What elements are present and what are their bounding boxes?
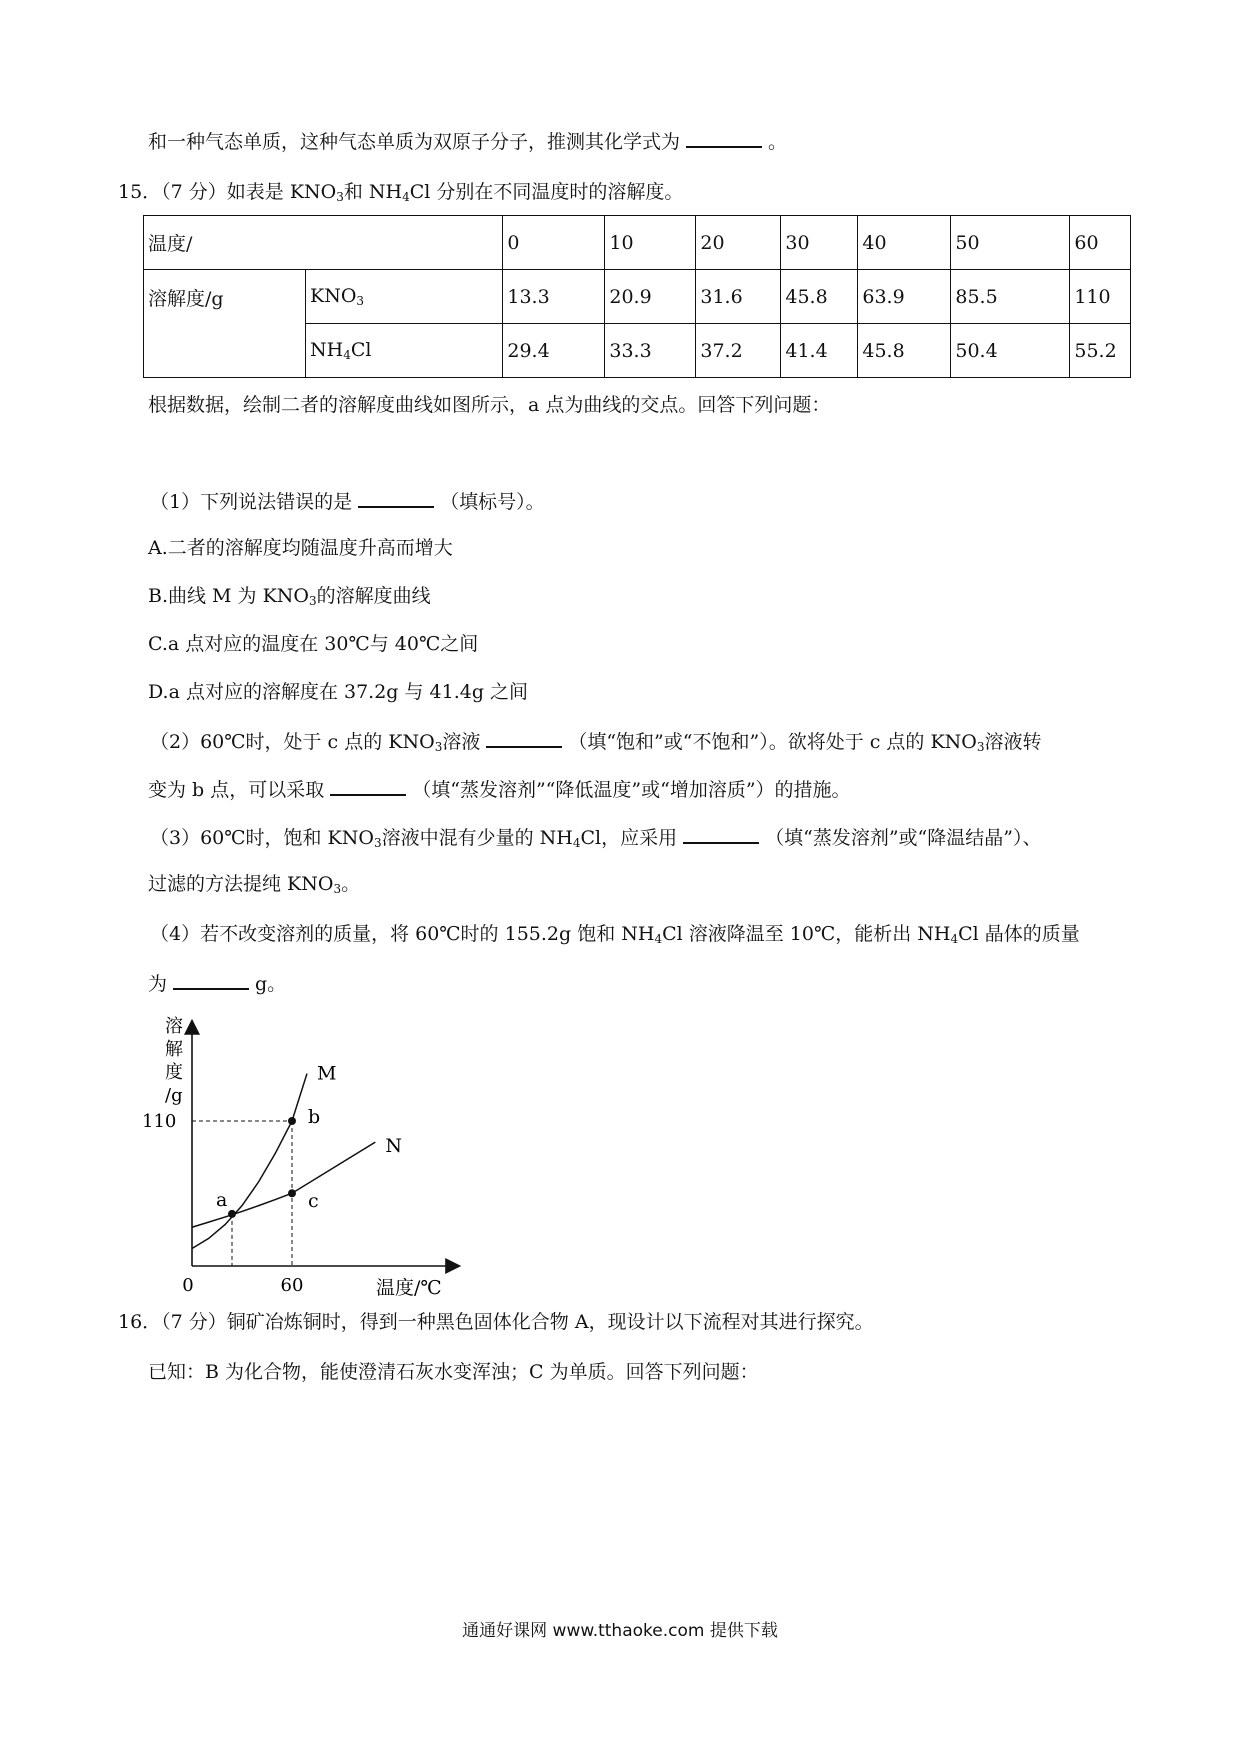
- data-point-a: [228, 1210, 236, 1218]
- option-a: A.二者的溶解度均随温度升高而增大: [148, 537, 453, 559]
- option-c: C.a 点对应的温度在 30℃与 40℃之间: [148, 633, 479, 655]
- kno3-label: $KNO_3$: [306, 270, 503, 324]
- part4-continued: 为 g。: [148, 970, 286, 996]
- y-label-char: 溶: [165, 1016, 183, 1037]
- solubility-chart: [140, 1010, 480, 1310]
- temp-cell: 50: [951, 216, 1070, 270]
- part1-question: （1）下列说法错误的是 （填标号）。: [150, 488, 545, 514]
- y-label-char: /g: [165, 1085, 183, 1106]
- point-label-a: a: [216, 1188, 228, 1211]
- nh4cl-value: 45.8: [858, 324, 951, 378]
- intro-text: 根据数据，绘制二者的溶解度曲线如图所示，a 点为曲线的交点。回答下列问题：: [148, 394, 831, 416]
- nh4cl-value: 50.4: [951, 324, 1070, 378]
- y-label-char: 度: [165, 1062, 183, 1083]
- point-label-b: b: [308, 1106, 321, 1128]
- answer-blank[interactable]: [358, 488, 434, 508]
- point-label-c: c: [308, 1190, 319, 1213]
- kno3-value: 85.5: [951, 270, 1070, 324]
- footer-watermark: 通通好课网 www.tthaoke.com 提供下载: [462, 1621, 778, 1641]
- nh4cl-value: 33.3: [605, 324, 696, 378]
- data-point-c: [288, 1189, 296, 1197]
- q16-known: 已知：B 为化合物，能使澄清石灰水变浑浊；C 为单质。回答下列问题：: [148, 1361, 759, 1383]
- solubility-table: [143, 215, 1131, 378]
- answer-blank[interactable]: [686, 128, 762, 148]
- answer-blank[interactable]: [683, 824, 759, 844]
- series-line-n: [192, 1142, 375, 1227]
- solubility-label: 溶解度/g: [144, 270, 306, 378]
- q16-stem: 16．（7 分）铜矿冶炼铜时，得到一种黑色固体化合物 A，现设计以下流程对其进行探究。: [118, 1311, 874, 1333]
- temp-cell: 60: [1070, 216, 1131, 270]
- table-row: [144, 216, 1131, 270]
- answer-blank[interactable]: [486, 728, 562, 748]
- option-b: B.曲线 M 为 $KNO_3$的溶解度曲线: [148, 585, 431, 608]
- x-axis-label: 温度/℃: [376, 1277, 442, 1299]
- x-tick-label: 0: [182, 1275, 194, 1296]
- kno3-value: 45.8: [781, 270, 858, 324]
- temp-cell: 30: [781, 216, 858, 270]
- nh4cl-value: 29.4: [503, 324, 605, 378]
- y-tick-label: 110: [142, 1111, 177, 1132]
- nh4cl-value: 41.4: [781, 324, 858, 378]
- part3-question: （3）60℃时，饱和 $KNO_3$溶液中混有少量的 $NH_4Cl$，应采用 （填“蒸发溶剂”或“降温结晶”）、: [150, 824, 1041, 855]
- y-label-char: 解: [165, 1039, 183, 1060]
- kno3-value: 20.9: [605, 270, 696, 324]
- temp-cell: 10: [605, 216, 696, 270]
- series-label-m: M: [317, 1062, 337, 1085]
- q14-tail-line: 和一种气态单质，这种气态单质为双原子分子，推测其化学式为 。: [148, 128, 787, 154]
- kno3-value: 13.3: [503, 270, 605, 324]
- kno3-value: 110: [1070, 270, 1131, 324]
- part2-continued: 变为 b 点，可以采取 （填“蒸发溶剂”“降低温度”或“增加溶质”）的措施。: [148, 776, 851, 802]
- q15-stem: 15．（7 分）如表是 $KNO_3$和 $NH_4Cl$ 分别在不同温度时的溶解度。: [118, 181, 684, 204]
- temp-cell: 20: [696, 216, 781, 270]
- nh4cl-value: 37.2: [696, 324, 781, 378]
- part2-question: （2）60℃时，处于 c 点的 $KNO_3$溶液 （填“饱和”或“不饱和”）。欲将处于 c 点的 $KNO_3$溶液转: [150, 728, 1042, 759]
- x-tick-label: 60: [280, 1275, 304, 1296]
- option-d: D.a 点对应的溶解度在 37.2g 与 41.4g 之间: [148, 681, 529, 703]
- data-point-b: [288, 1117, 296, 1125]
- answer-blank[interactable]: [330, 776, 406, 796]
- temp-cell: 0: [503, 216, 605, 270]
- kno3-value: 63.9: [858, 270, 951, 324]
- temp-header-label: 温度/: [144, 216, 503, 270]
- table-row: [144, 270, 1131, 324]
- part4-question: （4）若不改变溶剂的质量，将 60℃时的 155.2g 饱和 $NH_4Cl$ 溶液降温至 10℃，能析出 $NH_4Cl$ 晶体的质量: [150, 923, 1080, 946]
- answer-blank[interactable]: [173, 970, 249, 990]
- nh4cl-label: $NH_4Cl$: [306, 324, 503, 378]
- series-label-n: N: [385, 1135, 402, 1158]
- kno3-value: 31.6: [696, 270, 781, 324]
- temp-cell: 40: [858, 216, 951, 270]
- part3-continued: 过滤的方法提纯 $KNO_3$。: [148, 873, 361, 896]
- nh4cl-value: 55.2: [1070, 324, 1131, 378]
